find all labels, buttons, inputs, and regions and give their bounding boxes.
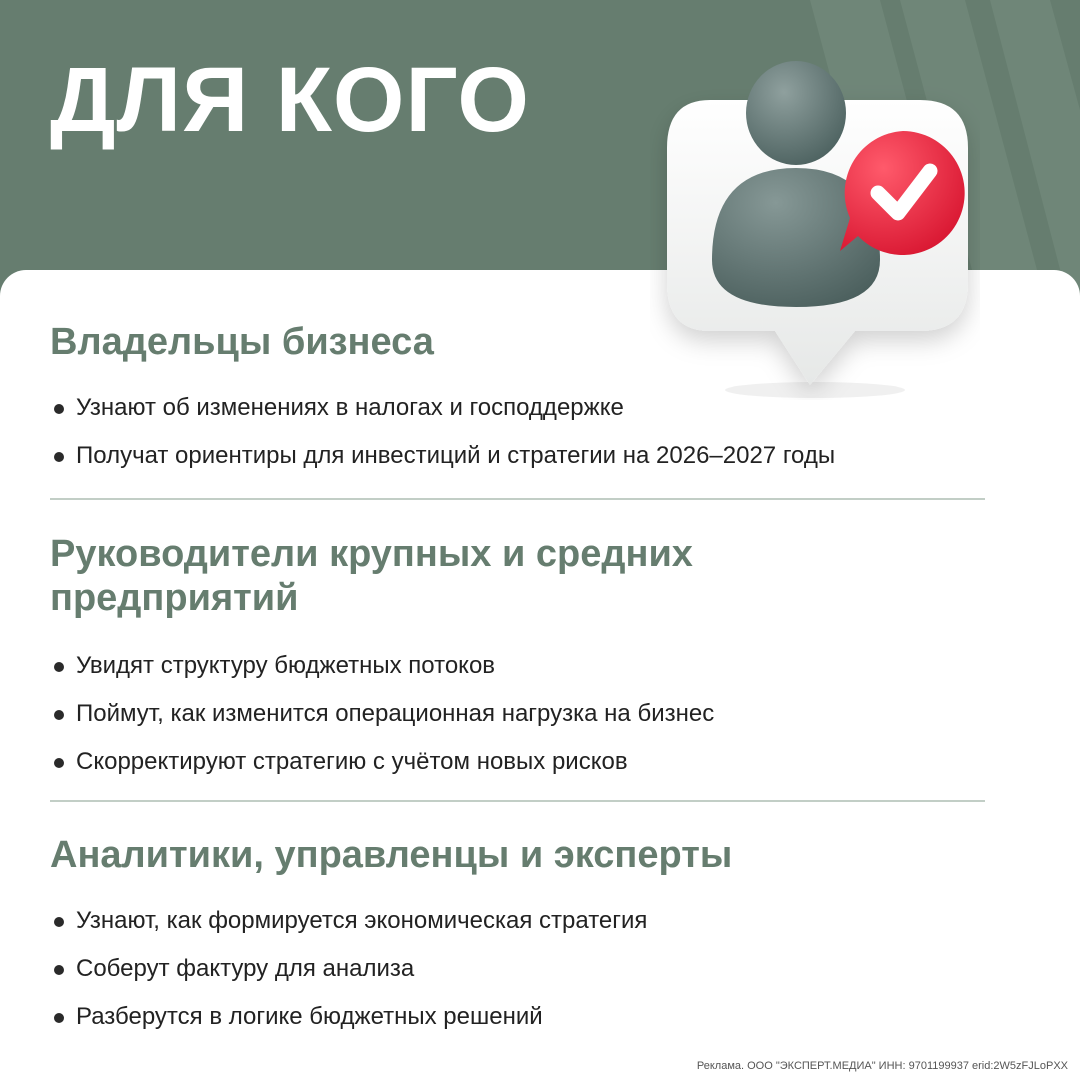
- list-item: Соберут фактуру для анализа: [50, 945, 985, 993]
- bullet-list: [50, 897, 985, 1041]
- section-title: Руководители крупных и средних предприятий: [50, 533, 693, 619]
- list-item: Поймут, как изменится операционная нагрузка на бизнес: [50, 690, 985, 738]
- section-enterprise-managers: [50, 532, 985, 786]
- divider: [50, 800, 985, 802]
- section-title: Владельцы бизнеса: [50, 321, 434, 363]
- bullet-dot-icon: [54, 965, 64, 975]
- page-title: ДЛЯ КОГО: [50, 49, 530, 151]
- divider: [50, 498, 985, 500]
- bullet-dot-icon: [54, 404, 64, 414]
- list-item: Увидят структуру бюджетных потоков: [50, 642, 985, 690]
- bullet-dot-icon: [54, 710, 64, 720]
- bullet-dot-icon: [54, 452, 64, 462]
- section-analysts-experts: [50, 833, 985, 1041]
- list-item: Скорректируют стратегию с учётом новых рисков: [50, 738, 985, 786]
- list-item: Разберутся в логике бюджетных решений: [50, 993, 985, 1041]
- list-item: Узнают, как формируется экономическая стратегия: [50, 897, 985, 945]
- section-title: Аналитики, управленцы и эксперты: [50, 834, 733, 876]
- bullet-list: [50, 642, 985, 786]
- bullet-dot-icon: [54, 1013, 64, 1023]
- bullet-dot-icon: [54, 917, 64, 927]
- bullet-dot-icon: [54, 662, 64, 672]
- bullet-dot-icon: [54, 758, 64, 768]
- user-check-bubble-icon: [650, 55, 980, 400]
- ad-disclaimer: Реклама. ООО "ЭКСПЕРТ.МЕДИА" ИНН: 9701199937 erid:2W5zFJLoPXX: [696, 1060, 1068, 1072]
- list-item: Узнают об изменениях в налогах и господдержке: [50, 384, 985, 432]
- list-item: Получат ориентиры для инвестиций и стратегии на 2026–2027 годы: [50, 432, 985, 480]
